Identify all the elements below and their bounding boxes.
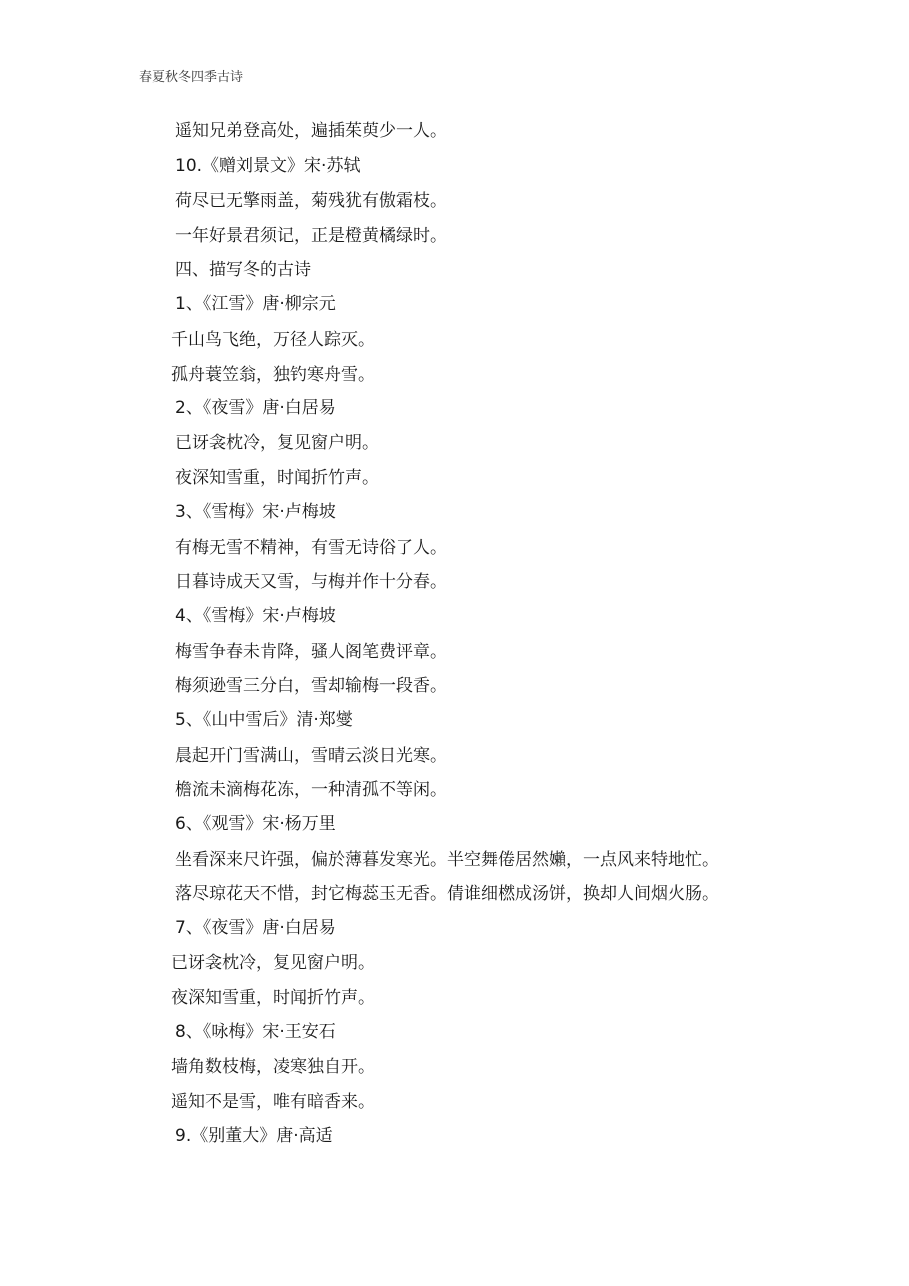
- poem-line: 有梅无雪不精神，有雪无诗俗了人。: [175, 538, 447, 558]
- poem-line: 遥知兄弟登高处，遍插茱萸少一人。: [175, 121, 447, 141]
- poem-heading: 3、《雪梅》宋·卢梅坡: [175, 502, 336, 522]
- poem-heading: 9.《别董大》唐·高适: [175, 1126, 333, 1146]
- poem-line: 墙角数枝梅，凌寒独自开。: [171, 1057, 375, 1077]
- poem-line: 晨起开门雪满山，雪晴云淡日光寒。: [175, 746, 447, 766]
- poem-line: 梅雪争春未肯降，骚人阁笔费评章。: [175, 642, 447, 662]
- page-header: 春夏秋冬四季古诗: [139, 70, 244, 85]
- poem-heading: 6、《观雪》宋·杨万里: [175, 814, 336, 834]
- poem-line: 夜深知雪重，时闻折竹声。: [171, 988, 375, 1008]
- poem-line: 荷尽已无擎雨盖，菊残犹有傲霜枝。: [175, 191, 447, 211]
- section-heading: 四、描写冬的古诗: [175, 260, 311, 280]
- poem-line: 檐流未滴梅花冻，一种清孤不等闲。: [175, 780, 447, 800]
- poem-heading: 7、《夜雪》唐·白居易: [175, 918, 336, 938]
- poem-line: 一年好景君须记，正是橙黄橘绿时。: [175, 226, 447, 246]
- poem-line: 已讶衾枕冷，复见窗户明。: [171, 953, 375, 973]
- poem-line: 孤舟蓑笠翁，独钓寒舟雪。: [171, 365, 375, 385]
- poem-line: 坐看深来尺许强，偏於薄暮发寒光。半空舞倦居然嬾，一点风来特地忙。: [175, 850, 719, 870]
- poem-line: 落尽琼花天不惜，封它梅蕊玉无香。倩谁细橪成汤饼，换却人间烟火肠。: [175, 884, 719, 904]
- poem-line: 夜深知雪重，时闻折竹声。: [175, 468, 379, 488]
- poem-heading: 2、《夜雪》唐·白居易: [175, 398, 336, 418]
- poem-line: 千山鸟飞绝，万径人踪灭。: [171, 330, 375, 350]
- poem-heading: 4、《雪梅》宋·卢梅坡: [175, 606, 336, 626]
- poem-heading: 5、《山中雪后》清·郑燮: [175, 710, 353, 730]
- poem-heading: 1、《江雪》唐·柳宗元: [175, 294, 336, 314]
- poem-line: 遥知不是雪，唯有暗香来。: [171, 1092, 375, 1112]
- poem-heading: 10.《赠刘景文》宋·苏轼: [175, 156, 361, 176]
- poem-line: 日暮诗成天又雪，与梅并作十分春。: [175, 572, 447, 592]
- poem-line: 已讶衾枕冷，复见窗户明。: [175, 433, 379, 453]
- poem-line: 梅须逊雪三分白，雪却输梅一段香。: [175, 676, 447, 696]
- poem-heading: 8、《咏梅》宋·王安石: [175, 1022, 336, 1042]
